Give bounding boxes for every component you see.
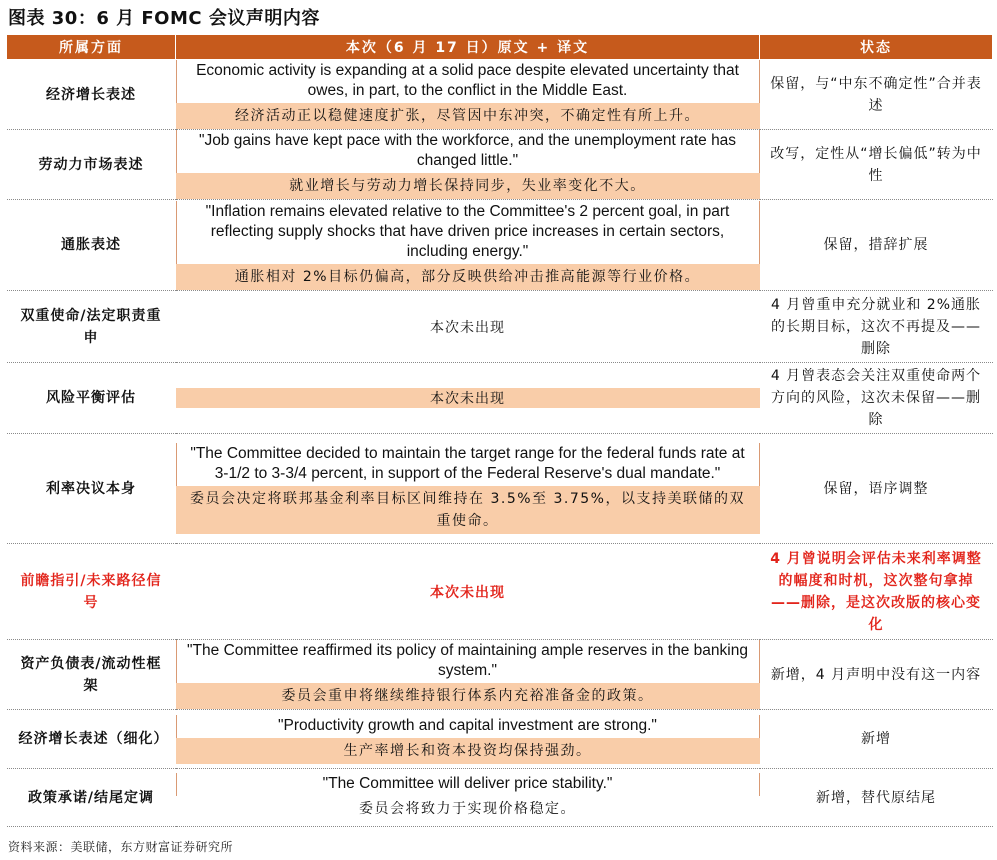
row-status: 保留，语序调整	[760, 434, 993, 544]
row-chinese-text: 通胀相对 2%目标仍偏高，部分反映供给冲击推高能源等行业价格。	[176, 264, 760, 290]
row-text-cell	[176, 60, 760, 130]
row-status: 改写，定性从“增长偏低”转为中性	[760, 130, 993, 200]
row-english-text: "The Committee will deliver price stability."	[176, 773, 760, 796]
table-row	[7, 769, 993, 827]
row-chinese-text: 经济活动正以稳健速度扩张，尽管因中东冲突，不确定性有所上升。	[176, 103, 760, 129]
row-chinese-text: 就业增长与劳动力增长保持同步，失业率变化不大。	[176, 173, 760, 199]
row-category: 利率决议本身	[7, 434, 176, 544]
row-text-cell	[176, 640, 760, 710]
row-category: 政策承诺/结尾定调	[7, 769, 176, 827]
row-english-text: "Productivity growth and capital investment are strong."	[176, 715, 760, 738]
source-note: 资料来源：美联储，东方财富证券研究所	[8, 840, 234, 854]
row-text-cell	[176, 434, 760, 544]
header-status: 状态	[760, 35, 993, 60]
table-row	[7, 434, 993, 544]
table-header-row	[7, 35, 993, 60]
row-category: 经济增长表述（细化）	[7, 710, 176, 769]
row-category: 通胀表述	[7, 200, 176, 291]
row-absent-text: 本次未出现	[176, 388, 760, 408]
row-english-text: "Inflation remains elevated relative to the Committee's 2 percent goal, in part reflecting supply shocks that have driven price increases in certain sectors, including energy."	[176, 201, 760, 264]
row-category: 经济增长表述	[7, 60, 176, 130]
row-text-cell	[176, 769, 760, 827]
row-english-text: "Job gains have kept pace with the workforce, and the unemployment rate has changed little."	[176, 130, 760, 173]
table-row	[7, 291, 993, 363]
header-text: 本次（6 月 17 日）原文 + 译文	[176, 35, 760, 60]
table-row	[7, 710, 993, 769]
row-status: 新增	[760, 710, 993, 769]
row-status: 保留，措辞扩展	[760, 200, 993, 291]
row-category: 资产负债表/流动性框架	[7, 640, 176, 710]
row-category: 劳动力市场表述	[7, 130, 176, 200]
table-row	[7, 640, 993, 710]
row-status: 新增，替代原结尾	[760, 769, 993, 827]
row-text-cell	[176, 363, 760, 434]
row-category: 风险平衡评估	[7, 363, 176, 434]
row-text-cell	[176, 130, 760, 200]
row-chinese-text: 委员会决定将联邦基金利率目标区间维持在 3.5%至 3.75%，以支持美联储的双重使命。	[176, 486, 760, 534]
header-category: 所属方面	[7, 35, 176, 60]
row-chinese-text: 委员会将致力于实现价格稳定。	[176, 796, 760, 822]
row-status: 保留，与“中东不确定性”合并表述	[760, 60, 993, 130]
table-row-highlighted	[7, 544, 993, 640]
row-text-cell	[176, 200, 760, 291]
row-text-cell	[176, 710, 760, 769]
table-row	[7, 200, 993, 291]
row-english-text: Economic activity is expanding at a solid pace despite elevated uncertainty that owes, in part, to the conflict in the Middle East.	[176, 60, 760, 103]
row-status: 新增，4 月声明中没有这一内容	[760, 640, 993, 710]
row-status: 4 月曾说明会评估未来利率调整的幅度和时机，这次整句拿掉——删除，是这次改版的核心变化	[760, 544, 993, 640]
figure-title: 图表 30：6 月 FOMC 会议声明内容	[8, 8, 320, 29]
row-english-text: "The Committee reaffirmed its policy of maintaining ample reserves in the banking system."	[176, 640, 760, 683]
table-row	[7, 60, 993, 130]
row-absent-text: 本次未出现	[176, 317, 760, 337]
row-text-cell	[176, 291, 760, 363]
row-chinese-text: 生产率增长和资本投资均保持强劲。	[176, 738, 760, 764]
row-category: 前瞻指引/未来路径信号	[7, 544, 176, 640]
row-english-text: "The Committee decided to maintain the target range for the federal funds rate at 3-1/2 to 3-3/4 percent, in support of the Federal Reserve's dual mandate."	[176, 443, 760, 486]
row-absent-text: 本次未出现	[176, 582, 760, 602]
row-status: 4 月曾重申充分就业和 2%通胀的长期目标，这次不再提及——删除	[760, 291, 993, 363]
row-status: 4 月曾表态会关注双重使命两个方向的风险，这次未保留——删除	[760, 363, 993, 434]
row-text-cell	[176, 544, 760, 640]
table-row	[7, 363, 993, 434]
fomc-statement-table	[6, 34, 993, 827]
row-category: 双重使命/法定职责重申	[7, 291, 176, 363]
table-row	[7, 130, 993, 200]
row-chinese-text: 委员会重申将继续维持银行体系内充裕准备金的政策。	[176, 683, 760, 709]
